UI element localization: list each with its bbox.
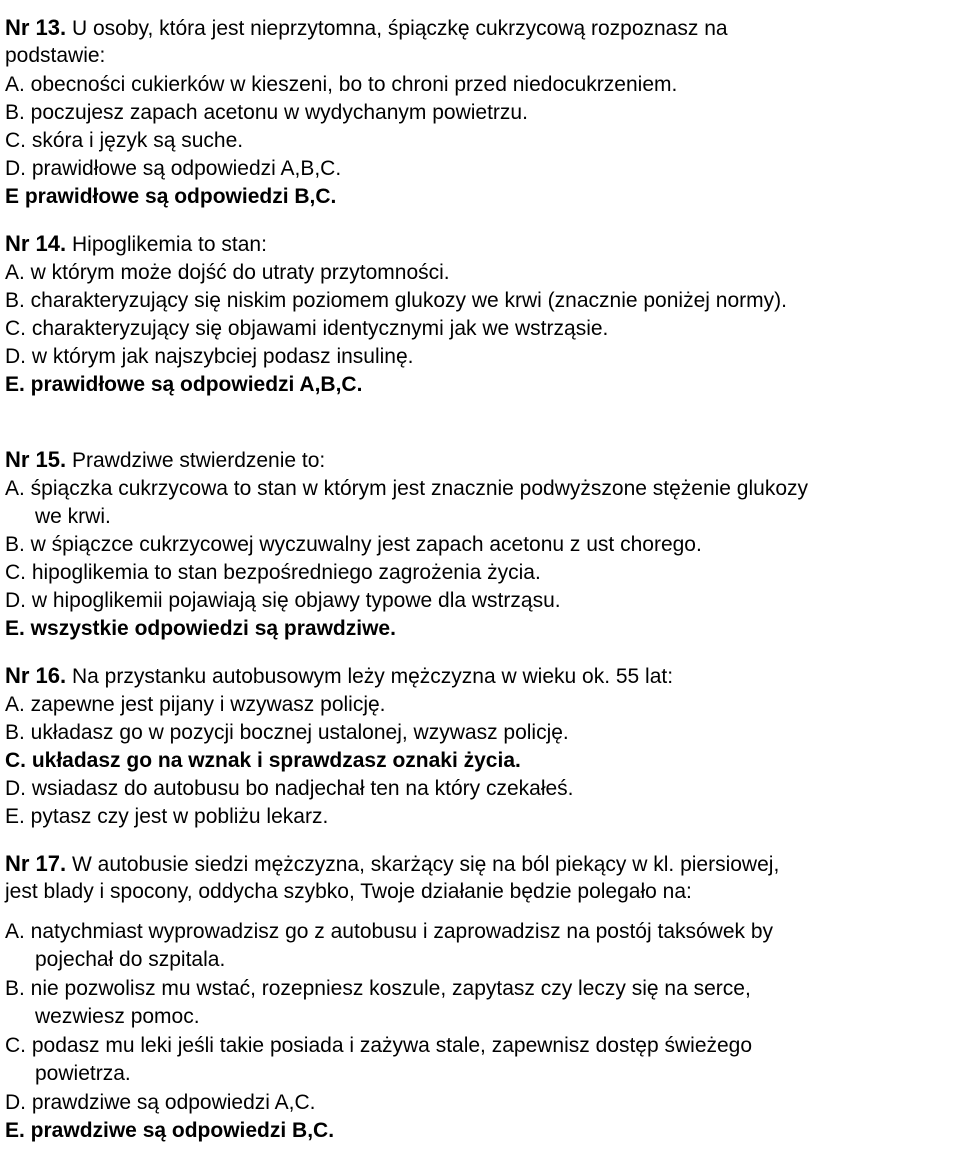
answer-option: C. charakteryzujący się objawami identycznymi jak we wstrząsie. <box>5 317 609 340</box>
question-prompt: jest blady i spocony, oddycha szybko, Twoje działanie będzie polegało na: <box>5 880 692 903</box>
answer-option: A. natychmiast wyprowadzisz go z autobusu i zaprowadzisz na postój taksówek by <box>5 920 774 943</box>
question-number: Nr 15. <box>5 447 67 472</box>
answer-option: B. układasz go w pozycji bocznej ustalonej, wzywasz policję. <box>5 721 569 744</box>
question-header <box>5 662 673 691</box>
question-prompt: Prawdziwe stwierdzenie to: <box>66 449 326 472</box>
question-number: Nr 17. <box>5 851 67 876</box>
answer-option-continuation: we krwi. <box>35 505 111 528</box>
answer-option-correct: E prawidłowe są odpowiedzi B,C. <box>5 185 337 208</box>
answer-option: D. wsiadasz do autobusu bo nadjechał ten na który czekałeś. <box>5 777 574 800</box>
answer-option-continuation: pojechał do szpitala. <box>35 948 226 971</box>
question-header <box>5 14 728 43</box>
question-header <box>5 230 267 259</box>
question-prompt: Na przystanku autobusowym leży mężczyzna w wieku ok. 55 lat: <box>66 665 674 688</box>
answer-option-correct: E. prawidłowe są odpowiedzi A,B,C. <box>5 373 363 396</box>
answer-option: B. charakteryzujący się niskim poziomem glukozy we krwi (znacznie poniżej normy). <box>5 289 787 312</box>
answer-option: B. nie pozwolisz mu wstać, rozepniesz koszule, zapytasz czy leczy się na serce, <box>5 977 751 1000</box>
question-prompt-continuation <box>5 42 105 70</box>
question-prompt-continuation <box>5 878 692 906</box>
answer-option: A. w którym może dojść do utraty przytomności. <box>5 261 450 284</box>
question-header <box>5 850 779 879</box>
answer-option: E. pytasz czy jest w pobliżu lekarz. <box>5 805 329 828</box>
question-number: Nr 16. <box>5 663 67 688</box>
answer-option: A. śpiączka cukrzycowa to stan w którym jest znacznie podwyższone stężenie glukozy <box>5 477 809 500</box>
answer-option-continuation: wezwiesz pomoc. <box>35 1005 200 1028</box>
answer-option: A. obecności cukierków w kieszeni, bo to chroni przed niedocukrzeniem. <box>5 73 678 96</box>
answer-option-correct: E. wszystkie odpowiedzi są prawdziwe. <box>5 617 396 640</box>
answer-option: A. zapewne jest pijany i wzywasz policję. <box>5 693 386 716</box>
question-prompt: Hipoglikemia to stan: <box>66 233 267 256</box>
question-header <box>5 446 325 475</box>
answer-option: D. w hipoglikemii pojawiają się objawy typowe dla wstrząsu. <box>5 589 561 612</box>
question-prompt: U osoby, która jest nieprzytomna, śpiączkę cukrzycową rozpoznasz na <box>66 17 728 40</box>
answer-option: D. prawidłowe są odpowiedzi A,B,C. <box>5 157 342 180</box>
answer-option: D. w którym jak najszybciej podasz insulinę. <box>5 345 414 368</box>
answer-option-continuation: powietrza. <box>35 1062 131 1085</box>
answer-option: B. poczujesz zapach acetonu w wydychanym powietrzu. <box>5 101 528 124</box>
question-number: Nr 13. <box>5 15 67 40</box>
answer-option: D. prawdziwe są odpowiedzi A,C. <box>5 1091 316 1114</box>
question-prompt: podstawie: <box>5 44 106 67</box>
question-prompt: W autobusie siedzi mężczyzna, skarżący się na ból piekący w kl. piersiowej, <box>66 853 780 876</box>
answer-option: C. skóra i język są suche. <box>5 129 244 152</box>
answer-option-correct: C. układasz go na wznak i sprawdzasz oznaki życia. <box>5 749 521 772</box>
answer-option: B. w śpiączce cukrzycowej wyczuwalny jest zapach acetonu z ust chorego. <box>5 533 702 556</box>
answer-option-correct: E. prawdziwe są odpowiedzi B,C. <box>5 1119 335 1142</box>
answer-option: C. hipoglikemia to stan bezpośredniego zagrożenia życia. <box>5 561 541 584</box>
answer-option: C. podasz mu leki jeśli takie posiada i zażywa stale, zapewnisz dostęp świeżego <box>5 1034 753 1057</box>
question-number: Nr 14. <box>5 231 67 256</box>
